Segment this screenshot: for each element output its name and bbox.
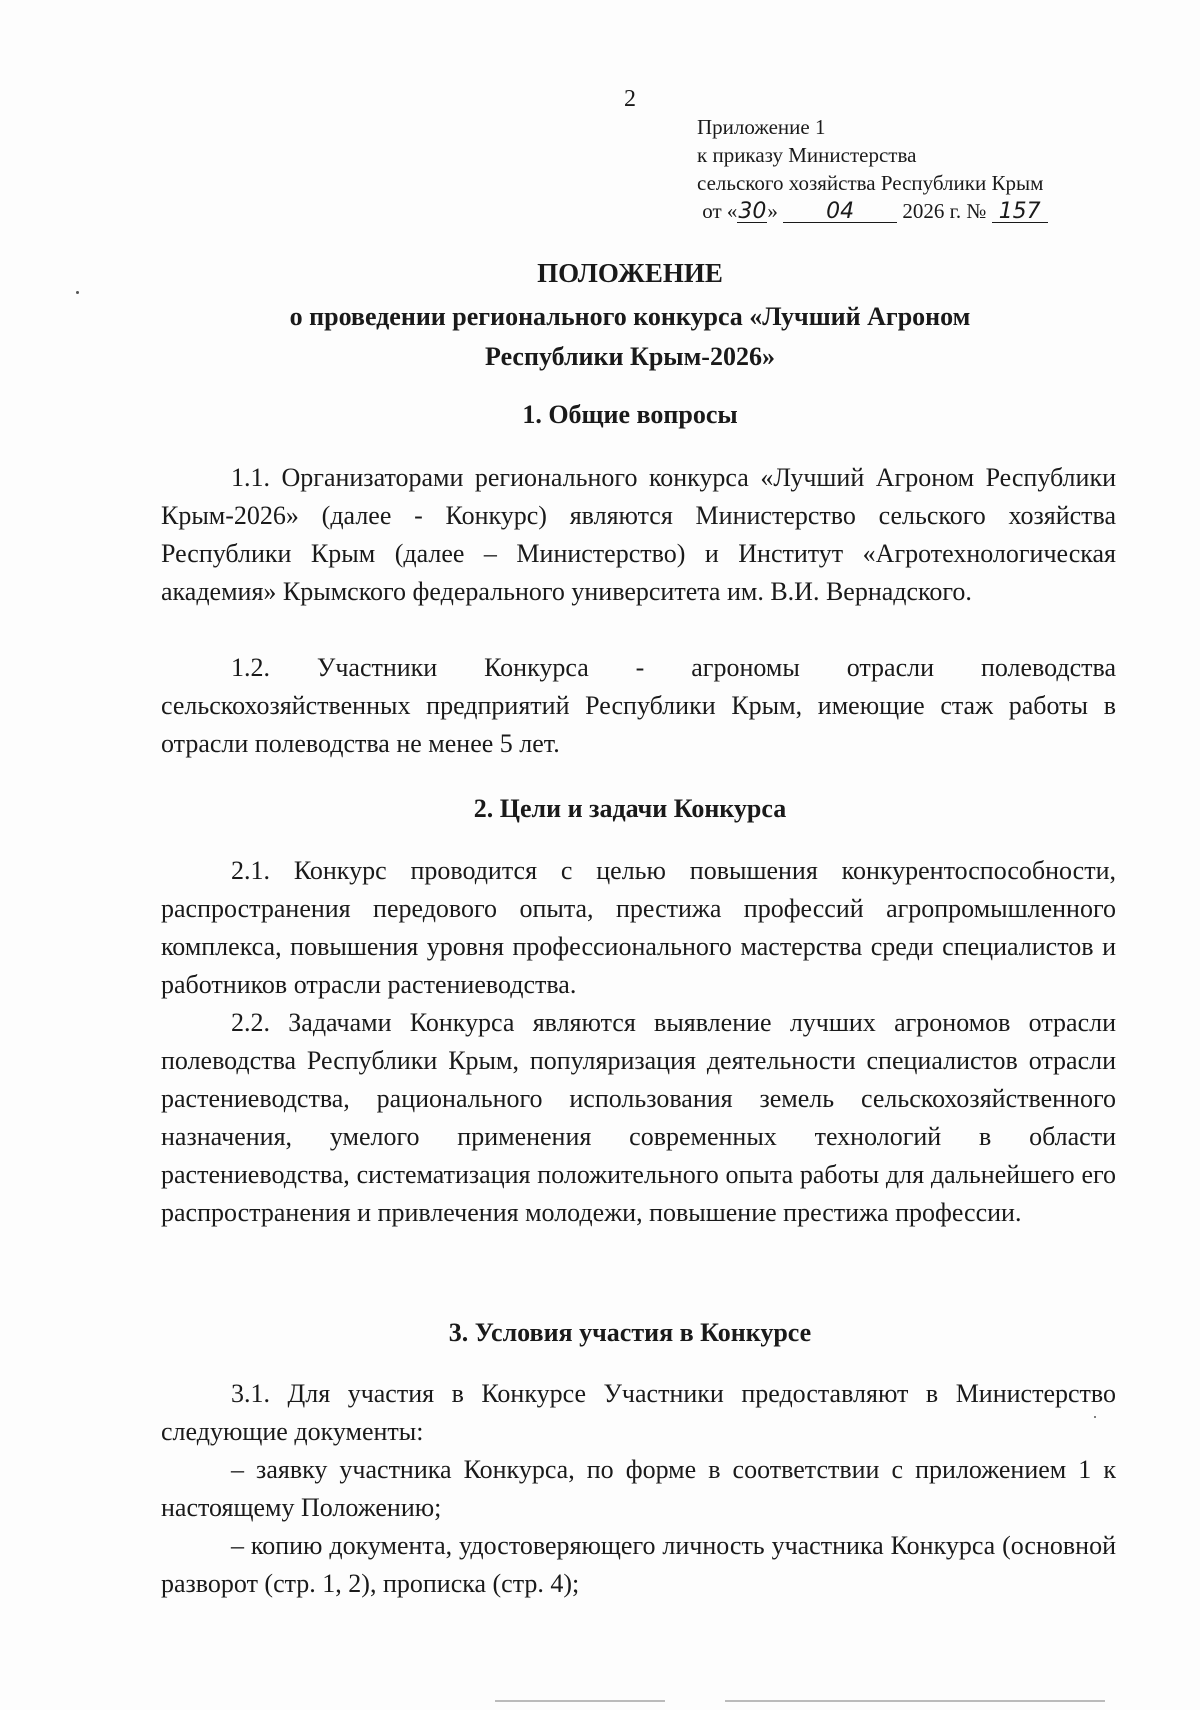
handwritten-order-number: 157 [992,202,1048,223]
section-2-heading: 2. Цели и задачи Конкурса [473,794,787,823]
document-subtitle [0,297,1200,377]
paragraph-2-2: 2.2. Задачами Конкурса являются выявление лучших агрономов отрасли полеводства Республики Крым, популяризация деятельности специалистов отрасли растениеводства, рационального использования земель сельскохозяйственного назначения, умелого применения современных технологий в области растениеводства, систематизация положительного опыта работы для дальнейшего его распространения и привлечения молодежи, повышение престижа профессии. [161,1008,1116,1227]
scan-speck [76,291,79,294]
handwritten-day: 30 [738,199,767,224]
scan-speck [1094,1416,1096,1418]
list-item-identity-document: – копию документа, удостоверяющего личность участника Конкурса (основной разворот (стр. 1, 2), прописка (стр. 4); [161,1531,1116,1598]
date-mid: » [767,199,778,223]
scan-edge-line [495,1700,665,1702]
scan-edge-line [725,1700,1105,1702]
date-prefix: от « [702,199,738,223]
appendix-line-2: к приказу Министерства [697,143,917,167]
appendix-date-line [697,197,1048,225]
year-text: 2026 г. № [902,199,987,223]
appendix-line-3: сельского хозяйства Республики Крым [697,171,1044,195]
paragraph-1-2: 1.2. Участники Конкурса - агрономы отрасли полеводства сельскохозяйственных предприятий Республики Крым, имеющие стаж работы в отрасли полеводства не менее 5 лет. [161,653,1116,758]
subtitle-line-1: о проведении регионального конкурса «Лучший Агроном [289,302,971,331]
paragraph-3-1: 3.1. Для участия в Конкурсе Участники предоставляют в Министерство следующие документы: [161,1379,1116,1446]
list-item-application-form: – заявку участника Конкурса, по форме в соответствии с приложением 1 к настоящему Положению; [161,1455,1116,1522]
paragraph-1-1: 1.1. Организаторами регионального конкурса «Лучший Агроном Республики Крым-2026» (далее - Конкурс) являются Министерство сельского хозяйства Республики Крым (далее – Министерство) и Институт «Агротехнологическая академия» Крымского федерального университета им. В.И. Вернадского. [161,463,1116,606]
appendix-block [697,113,1048,225]
handwritten-month: 04 [783,202,897,223]
appendix-line-1: Приложение 1 [697,115,826,139]
subtitle-line-2: Республики Крым-2026» [485,342,775,371]
page-number: 2 [624,86,636,112]
section-1-heading: 1. Общие вопросы [522,400,738,429]
section-3-heading: 3. Условия участия в Конкурсе [448,1318,812,1347]
paragraph-2-1: 2.1. Конкурс проводится с целью повышения конкурентоспособности, распространения передового опыта, престижа профессий агропромышленного комплекса, повышения уровня профессионального мастерства среди специалистов и работников отрасли растениеводства. [161,856,1116,999]
document-title: ПОЛОЖЕНИЕ [537,258,723,288]
